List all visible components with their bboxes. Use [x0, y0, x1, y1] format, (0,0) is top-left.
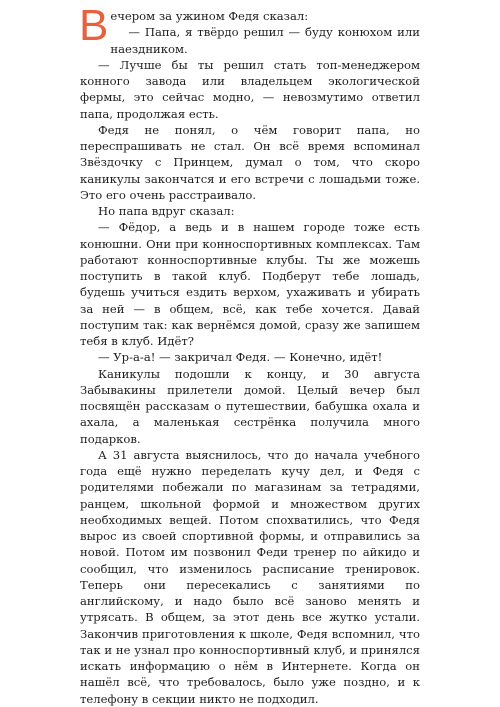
paragraph-text: ечером за ужином Федя сказал: — [110, 9, 309, 23]
drop-cap: В — [79, 1, 109, 50]
paragraph: — Ур-а-а! — закричал Федя. — Конечно, идёт! — [98, 350, 383, 365]
paragraph: Федя не понял, о чём говорит папа, но переспрашивать не стал. Он всё время вспоминал Звёздочку с Принцем, думал о том, что скоро каникулы закончатся и его встречи с лошадьми тоже. Это его очень расстраивало. — [80, 122, 420, 202]
paragraph: А 31 августа выяснилось, что до начала учебного года ещё нужно переделать кучу дел, и Федя с родителями побежали по магазинам за тетрадями, ранцем, школьной формой и множеством других необходимых вещей. Потом спохватились, что Федя вырос из своей спортивной формы, и отправились за новой. Потом им позвонил Феди тренер по айкидо и сообщил, что изменилось расписание тренировок. Теперь они пересекались с занятиями по английскому, и надо было всё заново менять и утрясать. В общем, за этот день все жутко устали. Закончив приготовления к школе, Федя вспомнил, что так и не узнал про конноспортивный клуб, и принялся искать информацию о нём в Интернете. Когда он нашёл всё, что требовалось, было уже поздно, и к телефону в секции никто не подходил. — [80, 447, 420, 706]
paragraph: Каникулы подошли к концу, и 30 августа Забывакины прилетели домой. Целый вечер был посвящён рассказам о путешествии, бабушка охала и ахала, а маленькая сестрёнка получила много подарков. — [80, 366, 420, 446]
paragraph: — Лучше бы ты решил стать топ-менеджером конного завода или владельцем экологической фермы, это сейчас модно, — невозмутимо ответил папа, продолжая есть. — [80, 57, 420, 121]
paragraph: — Фёдор, а ведь и в нашем городе тоже есть конюшни. Они при конноспортивных комплексах. Там работают конноспортивные клубы. Ты же можешь поступить в такой клуб. Подберут тебе лошадь, будешь учиться ездить верхом, ухаживать и убирать за ней — в общем, всё, как тебе хочется. Давай поступим так: как вернёмся домой, сразу же запишем тебя в клуб. Идёт? — [80, 220, 420, 348]
paragraph: Но папа вдруг сказал: — [98, 204, 235, 218]
paragraph: — Папа, я твёрдо решил — буду конюхом или наездником. — [110, 25, 420, 56]
